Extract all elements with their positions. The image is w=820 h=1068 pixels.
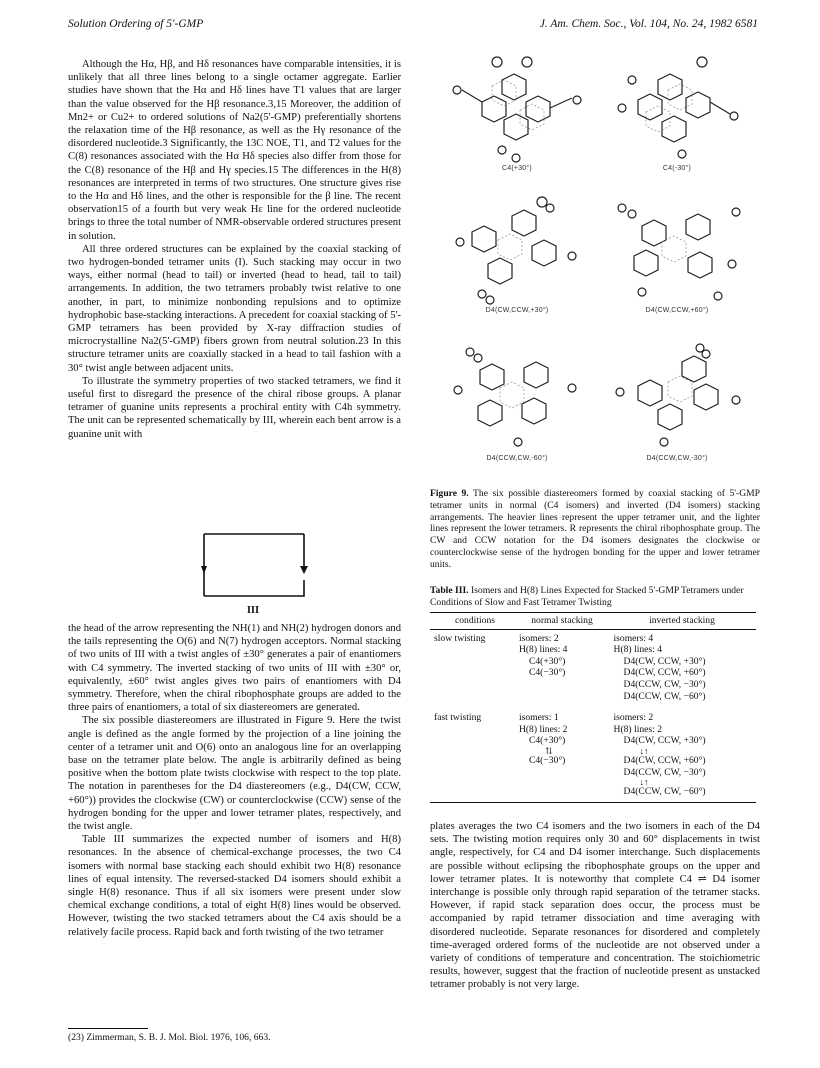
header-title: Solution Ordering of 5'-GMP	[68, 18, 204, 30]
table-row	[430, 630, 756, 703]
cell-line: H(8) lines: 4	[518, 644, 568, 656]
cell-line: isomers: 1	[518, 712, 559, 724]
cell-line: D4(CCW, CW, −30°)	[623, 678, 706, 690]
cell-line: D4(CW, CCW, +30°)	[623, 735, 706, 747]
footnote: (23) Zimmerman, S. B. J. Mol. Biol. 1976, 106, 663.	[68, 1032, 271, 1043]
table-cell: slow twisting	[434, 632, 486, 644]
cell-line: D4(CCW, CW, −30°)	[623, 766, 706, 778]
paragraph: The six possible diastereomers are illustrated in Figure 9. Here the twist angle is defined as the angle formed by the projection of a line joining the center of a tetramer unit and O(6) onto an analogous line for an overlapping base on the tetramer plate below. The angle is arbitrarily defined as being positive when the bottom plate twists clockwise with respect to the top plate. The notation in parentheses for the D4 diastereomers (e.g., D4(CW, CCW, +60°)) provides the clockwise (CW) or counterclockwise (CCW) sense of the hydrogen bonding for the upper and lower tetramer plates, respectively, and the twist angle.	[68, 715, 401, 833]
cell-line: C4(+30°)	[528, 655, 566, 667]
cell-line: C4(−30°)	[528, 754, 566, 766]
table-title-text: Isomers and H(8) Lines Expected for Stacked 5'-GMP Tetramers under Conditions of Slow and Fast Tetramer Twisting	[430, 585, 744, 608]
panel-label: C4(-30°)	[662, 165, 692, 172]
paragraph: plates averages the two C4 isomers and the two isomers in each of the D4 sets. The twisting motion requires only 30 and 60° displacements in twist angle, respectively, for C4 and D4 isomer interchange. Such displacements are possible without eclipsing the ribophosphate groups on the upper and lower tetramer plates. It is noteworthy that complete C4 ⇌ D4 isomer interchange is possible only through rapid separation of the tetramer stacks. However, if rapid stack separation does occur, the process must be accompanied by rapid tetramer dissociation and time averaging with disordered nucleotide. Separate resonances for disordered and completely time-averaged ordered forms of the nucleotide are not observed under a variety of conditions of temperature and concentration. The stoichiometric results, however, suggest that the fraction of nucleotide present as unstacked tetramer probably is not very large.	[430, 821, 760, 991]
left-column-bottom	[68, 622, 401, 939]
cell-line: D4(CW, CCW, +60°)	[623, 667, 706, 679]
tetramer-stack-drawing	[442, 50, 592, 165]
cell-line: isomers: 2	[613, 712, 654, 724]
running-header	[68, 18, 758, 36]
cell-line: isomers: 4	[613, 632, 654, 644]
table-header-row	[430, 613, 756, 629]
paragraph: All three ordered structures can be explained by the coaxial stacking of two hydrogen-bonded tetramer units (I). Such stacking may occur in two ways, either normal (head to tail) or inverted (head to head, tail to tail) arrangements. In addition, the two tetramers probably twist relative to one another, in part, to minimize nonbonding repulsions and to optimize hydrophobic base-stacking interactions. A precedent for coaxial stacking of 5'-GMP tetramers has been provided by X-ray diffraction studies of microcrystalline Na2(5'-GMP) fibers grown from neutral solution.23 In this structure tetramer units are coaxially stacked in a head to tail fashion with a 30° twist angle between adjacent units.	[68, 243, 401, 374]
table-iii	[430, 612, 756, 803]
table-cell: fast twisting	[434, 712, 482, 724]
cell-line: H(8) lines: 2	[613, 723, 663, 735]
exchange-arrow: ⇅	[544, 745, 553, 756]
table-cell	[513, 633, 608, 703]
cell-line: D4(CW, CCW, +30°)	[623, 655, 706, 667]
panel-label: D4(CW,CCW,+30°)	[485, 307, 549, 314]
panel-label: D4(CCW,CW,-30°)	[646, 455, 708, 462]
cell-line: isomers: 2	[518, 632, 559, 644]
figure-caption-text: The six possible diastereomers formed by coaxial stacking of 5'-GMP tetramer units in normal (C4 isomers) and inverted (D4 isomers) stacking arrangements. The heavier lines represent the upper tetramer unit, and the lighter lines represent the lower tetramers. R represents the chiral ribophosphate group. The CW and CCW notation for the D4 isomers designates the clockwise or counterclockwise sense of the hydrogen bonding for the upper and lower tetramer units.	[430, 488, 760, 570]
scheme-iii-diagram	[196, 526, 312, 604]
table-cell	[608, 712, 756, 798]
footnote-divider	[68, 1028, 148, 1029]
tetramer-stack-drawing	[602, 50, 752, 165]
table-title-label: Table III.	[430, 585, 469, 596]
table-rule	[430, 802, 756, 803]
figure-panel	[602, 192, 752, 324]
paragraph: Although the Hα, Hβ, and Hδ resonances have comparable intensities, it is unlikely that all three lines belong to a single octamer aggregate. Earlier studies have shown that the Hα and Hδ lines have T1 values that are larger than the value observed for the Hβ resonance.3,15 Moreover, the addition of Mn2+ or Cu2+ to ordered solutions of Na2(5'-GMP) preferentially shortens the relaxation time of the Hβ resonance, as well as the Hγ resonance of the disordered nucleotide.3 Significantly, the 13C NOE, T1, and T2 values for the C(8) resonances associated with the Hα Hδ species also differ from those for the C(8) resonance of the Hβ and Hγ species.15 The differences in the H(8) resonances are interpreted in terms of two structures. One structure gives rise to the Hα and Hδ lines, and the other is responsible for the β line. The recent observation15 of a fourth but very weak Hε line for the ordered nucleotide brings to three the total number of NMR-observable ordered structures present in solution.	[68, 59, 402, 242]
column-header: conditions	[455, 615, 495, 626]
table-cell	[513, 712, 608, 798]
cell-line: H(8) lines: 4	[613, 644, 663, 656]
cell-line: D4(CCW, CW, −60°)	[623, 690, 706, 702]
scheme-label: III	[246, 605, 260, 616]
figure-9	[442, 50, 762, 490]
panel-label: D4(CCW,CW,-60°)	[486, 455, 548, 462]
exchange-arrow: ↓↑	[639, 777, 649, 788]
table-cell	[608, 633, 756, 703]
column-header: inverted stacking	[649, 615, 715, 626]
paragraph: To illustrate the symmetry properties of two stacked tetramers, we find it useful first to disregard the presence of the chiral ribose groups. A planar tetramer of guanine units represents a prochiral entity with C4h symmetry. The unit can be represented schematically by III, wherein each bent arrow is a guanine unit with	[68, 375, 401, 440]
cell-line: C4(+30°)	[528, 735, 566, 747]
right-column	[430, 820, 760, 992]
tetramer-stack-drawing	[442, 192, 592, 307]
paragraph: the head of the arrow representing the NH(1) and NH(2) hydrogen donors and the tails representing the O(6) and N(7) hydrogen acceptors. Normal stacking of two units of III with a twist angles of ±30° generates a pair of enantiomers with C4 symmetry. The inverted stacking of two units of III with ±30° or, equivalently, ±60° twist angles gives two pairs of enantiomers with D4 symmetry. Therefore, when the chiral ribophosphate groups are added to the three pairs of enantiomers, a total of six diastereomers are generated.	[68, 623, 401, 714]
table-title	[430, 585, 760, 609]
cell-line: C4(−30°)	[528, 667, 566, 679]
figure-panel	[442, 50, 592, 182]
exchange-arrow: ↓↑	[639, 745, 649, 756]
table-row	[430, 702, 756, 798]
tetramer-stack-drawing	[602, 340, 752, 455]
figure-caption	[430, 488, 760, 571]
column-header: normal stacking	[531, 615, 593, 626]
left-column-top	[68, 58, 401, 441]
cell-line: H(8) lines: 2	[518, 723, 568, 735]
figure-panel	[602, 340, 752, 472]
figure-caption-label: Figure 9.	[430, 488, 469, 499]
figure-panel	[442, 192, 592, 324]
cell-line: D4(CCW, CW, −60°)	[623, 786, 706, 798]
paragraph: Table III summarizes the expected number of isomers and H(8) resonances. In the absence of chemical-exchange processes, the two C4 isomers with normal base stacking each should exhibit two H(8) resonance lines of equal intensity. The reversed-stacked D4 isomers should exhibit a single H(8) resonance. Thus if all six isomers were present under slow chemical exchange conditions, a total of eight H(8) lines would be observed. However, twisting the two stacked tetramers about the C4 axis should be a relatively facile process. Rapid back and forth twisting of the two tetramer	[68, 834, 401, 938]
tetramer-stack-drawing	[442, 340, 592, 455]
cell-line: D4(CW, CCW, +60°)	[623, 754, 706, 766]
tetramer-stack-drawing	[602, 192, 752, 307]
panel-label: D4(CW,CCW,+60°)	[645, 307, 709, 314]
figure-panel	[602, 50, 752, 182]
figure-panel	[442, 340, 592, 472]
header-journal: J. Am. Chem. Soc., Vol. 104, No. 24, 1982 6581	[539, 18, 758, 30]
panel-label: C4(+30°)	[502, 165, 532, 172]
